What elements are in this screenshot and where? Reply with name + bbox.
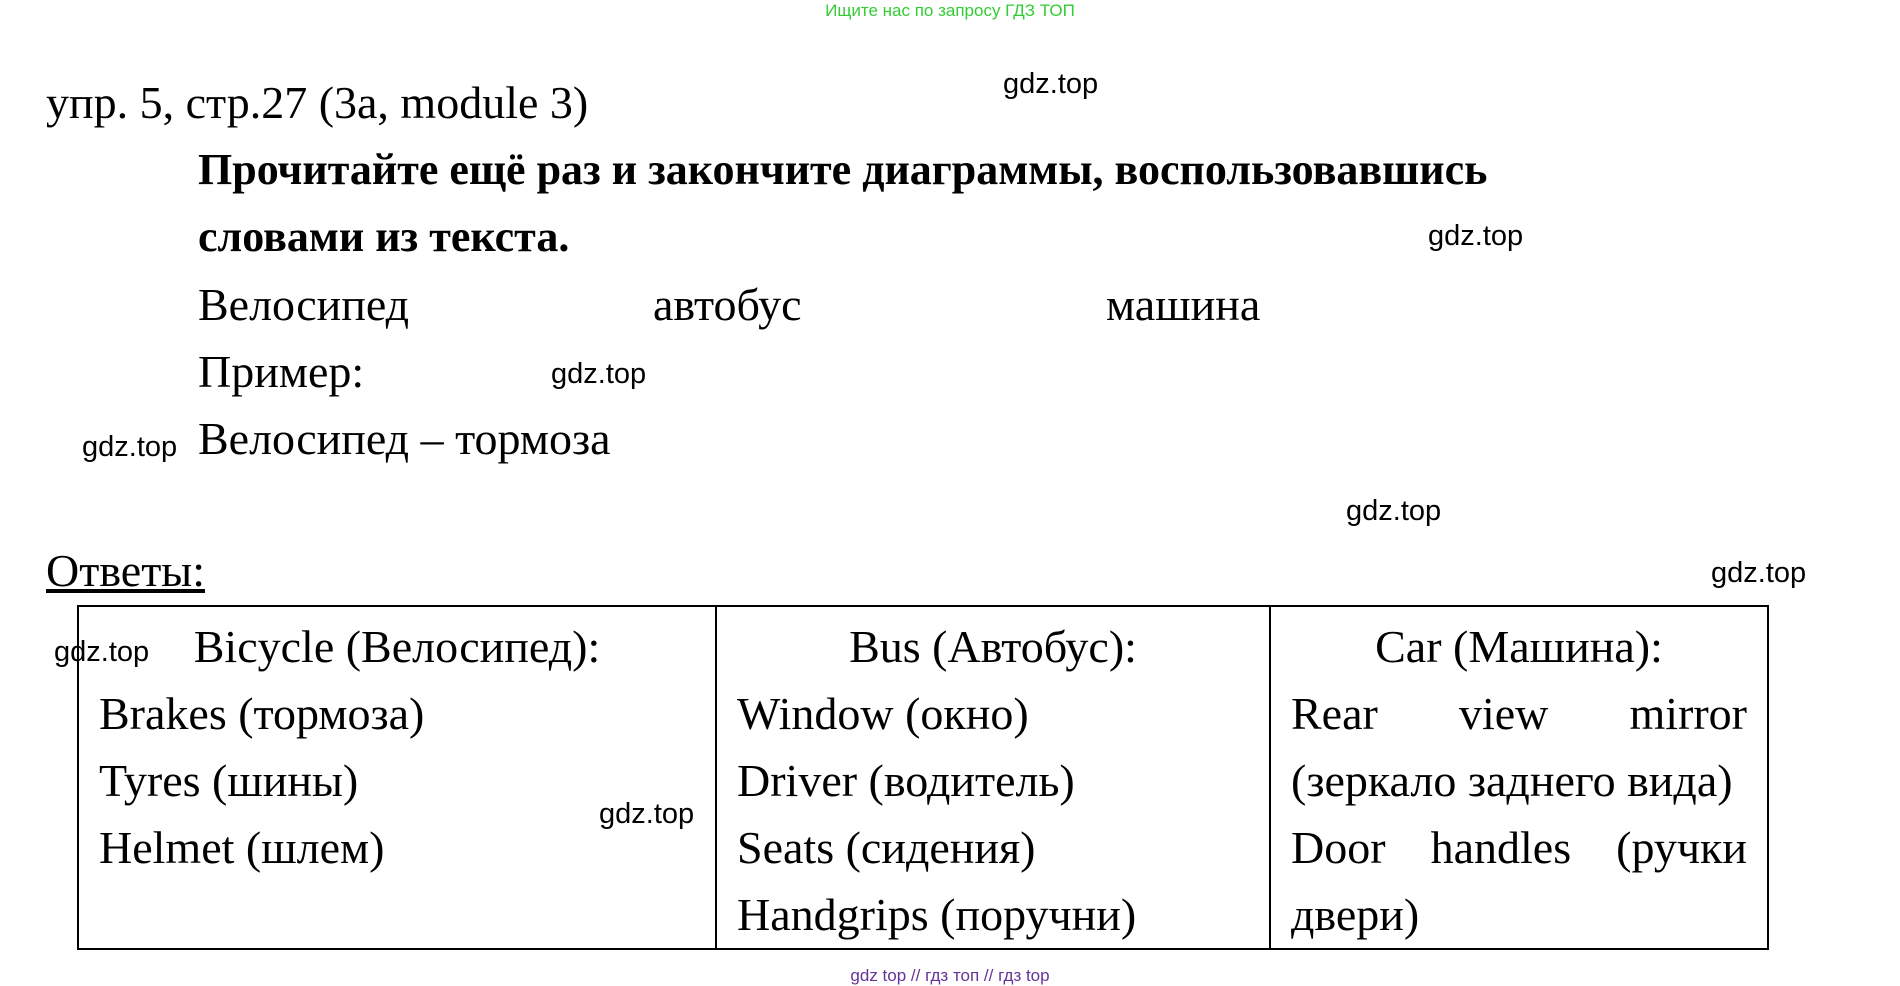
watermark: gdz.top: [1003, 68, 1099, 100]
list-item: Rear view mirror: [1291, 688, 1747, 739]
exercise-title: упр. 5, стр.27 (3а, module 3): [46, 77, 589, 128]
watermark: gdz.top: [54, 636, 150, 668]
top-banner[interactable]: Ищите нас по запросу ГДЗ ТОП: [825, 1, 1075, 20]
list-item: Tyres (шины): [99, 755, 359, 806]
list-item: Door handles (ручки: [1291, 822, 1747, 873]
watermark: gdz.top: [1428, 220, 1524, 252]
list-item: (зеркало заднего вида): [1291, 755, 1733, 806]
watermark: gdz.top: [551, 358, 647, 390]
column-car: [1270, 606, 1768, 949]
footer-links[interactable]: gdz top // гдз топ // гдз top: [850, 966, 1050, 985]
answers-label: Ответы:: [46, 545, 205, 596]
list-item: Driver (водитель): [737, 755, 1075, 806]
list-item: Brakes (тормоза): [99, 688, 425, 739]
instruction-line-2: словами из текста.: [198, 212, 570, 261]
list-item: Window (окно): [737, 688, 1029, 739]
list-item: Helmet (шлем): [99, 822, 385, 873]
example-text: Велосипед – тормоза: [198, 413, 611, 464]
watermark: gdz.top: [1711, 557, 1807, 589]
column-header-bicycle: Bicycle (Велосипед):: [193, 621, 601, 672]
column-bus: [716, 606, 1270, 949]
watermark: gdz.top: [82, 431, 178, 463]
watermark: gdz.top: [599, 798, 695, 830]
answers-table: [77, 605, 1769, 950]
word-bicycle: Велосипед: [198, 279, 410, 330]
list-item: Seats (сидения): [737, 822, 1036, 873]
instruction-line-1: Прочитайте ещё раз и закончите диаграммы, воспользовавшись: [198, 145, 1488, 194]
column-header-car: Car (Машина):: [1375, 621, 1663, 672]
watermark: gdz.top: [1346, 495, 1442, 527]
list-item: двери): [1291, 889, 1420, 940]
column-bicycle: [78, 606, 716, 949]
example-label: Пример:: [198, 346, 365, 397]
list-item: Handgrips (поручни): [737, 889, 1137, 940]
word-car: машина: [1106, 279, 1261, 330]
column-header-bus: Bus (Автобус):: [849, 621, 1137, 672]
word-bus: автобус: [653, 279, 802, 330]
